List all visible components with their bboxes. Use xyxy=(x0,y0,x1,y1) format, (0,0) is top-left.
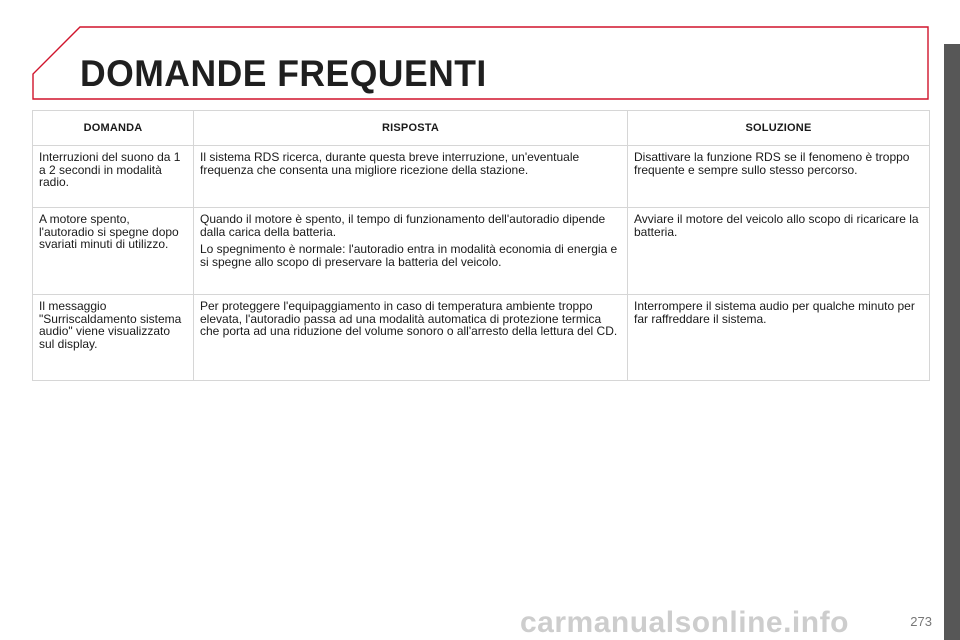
answer-paragraph: Lo spegnimento è normale: l'autoradio entra in modalità economia di energia e si spegne allo scopo di preservare la batteria del veicolo. xyxy=(200,242,618,269)
question-cell: Il messaggio "Surriscaldamento sistema audio" viene visualizzato sul display. xyxy=(33,295,194,381)
solution-cell: Avviare il motore del veicolo allo scopo di ricaricare la batteria. xyxy=(628,208,930,295)
solution-cell: Disattivare la funzione RDS se il fenomeno è troppo frequente e sempre sullo stesso percorso. xyxy=(628,146,930,208)
faq-table xyxy=(32,110,930,381)
column-header-answer: RISPOSTA xyxy=(194,111,628,146)
table-row xyxy=(33,146,930,208)
table-header-row xyxy=(33,111,930,146)
answer-cell xyxy=(194,146,628,208)
table-row xyxy=(33,208,930,295)
table-row xyxy=(33,295,930,381)
column-header-solution: SOLUZIONE xyxy=(628,111,930,146)
answer-paragraph: Il sistema RDS ricerca, durante questa breve interruzione, un'eventuale frequenza che consenta una migliore ricezione della stazione. xyxy=(200,150,580,177)
answer-cell xyxy=(194,208,628,295)
question-cell: Interruzioni del suono da 1 a 2 secondi in modalità radio. xyxy=(33,146,194,208)
page-title: DOMANDE FREQUENTI xyxy=(80,53,487,94)
side-tab-bar xyxy=(944,44,960,640)
page-number: 273 xyxy=(910,614,932,629)
question-cell: A motore spento, l'autoradio si spegne dopo svariati minuti di utilizzo. xyxy=(33,208,194,295)
column-header-question: DOMANDA xyxy=(33,111,194,146)
answer-paragraph: Quando il motore è spento, il tempo di funzionamento dell'autoradio dipende dalla carica della batteria. xyxy=(200,212,606,239)
solution-cell: Interrompere il sistema audio per qualche minuto per far raffreddare il sistema. xyxy=(628,295,930,381)
answer-paragraph: Per proteggere l'equipaggiamento in caso di temperatura ambiente troppo elevata, l'autoradio passa ad una modalità automatica di protezione termica che porta ad una riduzione del volume sonoro o all'arresto della lettura del CD. xyxy=(200,299,618,338)
watermark: carmanualsonline.info xyxy=(520,606,849,639)
answer-cell xyxy=(194,295,628,381)
